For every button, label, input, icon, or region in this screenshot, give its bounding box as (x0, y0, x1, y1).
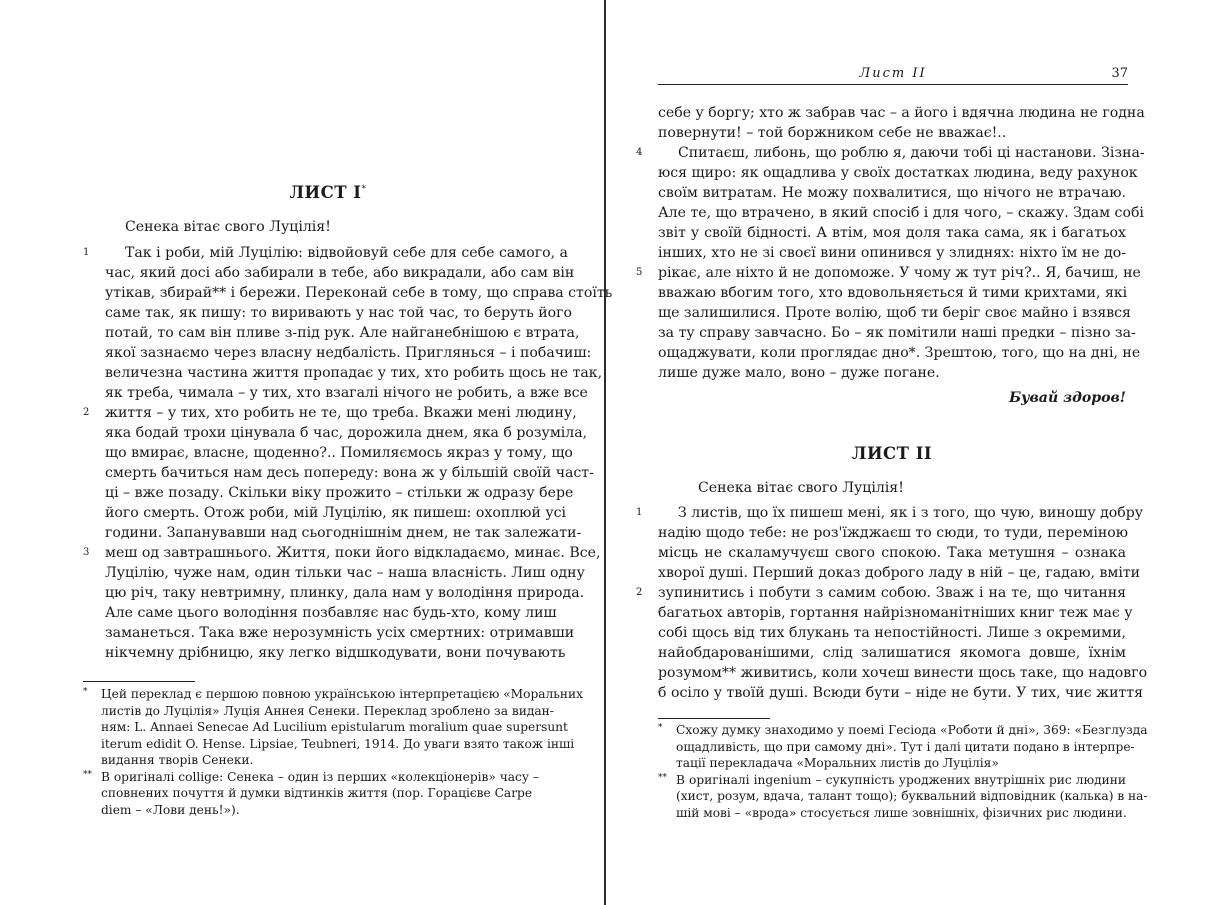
text-line (105, 643, 566, 663)
line-text: своїм витратам. Не можу похвалитися, що нічого не втрачаю. (658, 185, 1126, 201)
letter-heading (105, 183, 551, 202)
footnote-line (83, 769, 540, 786)
line-text: Спитаєш, либонь, що роблю я, даючи тобі ці настанови. Зізна- (678, 145, 1145, 161)
text-line (658, 103, 1145, 123)
line-text: З листів, що їх пишеш мені, як і з того, що чую, виношу добру (678, 505, 1144, 521)
footnote-line (101, 752, 527, 769)
line-text: утікав, збирай** і бережи. Переконай себе в тому, що справа стоїть (105, 285, 613, 301)
section-number: 2 (83, 407, 90, 418)
line-text: години. Запанувавши над сьогоднішнім днем, не так залежати- (105, 525, 582, 541)
section-number: 3 (83, 547, 90, 558)
text-line (658, 123, 1126, 143)
line-text: потай, то сам він пливе з-під рук. Але найганебнішою є втрата, (105, 325, 580, 341)
footnote-line (101, 719, 568, 736)
line-text: Луцілію, чуже нам, один тільки час – наша власність. Лиш одну (105, 565, 585, 581)
footnote-line (676, 805, 1126, 822)
text-line (105, 303, 572, 323)
line-text: життя – у тих, хто робить не те, що треба. Вкажи мені людину, (105, 405, 577, 421)
line-text: хворої душі. Перший доказ доброго ладу в ній – це, гадаю, вміти (658, 565, 1141, 581)
line-text: Але саме цього володіння позбавляє нас будь-хто, кому лиш (105, 605, 557, 621)
salutation: Сенека вітає свого Луцілія! (125, 219, 331, 235)
text-line (658, 543, 1126, 563)
text-line (636, 583, 1126, 603)
text-line (658, 363, 1126, 383)
section-number: 4 (636, 147, 643, 158)
text-line (105, 283, 613, 303)
section-number: 1 (83, 247, 90, 258)
line-text: якої зазнаємо через власну недбалість. Пригляньcя – і побачиш: (105, 345, 592, 361)
footnote-ref: * (361, 184, 367, 195)
footnote-text: тації перекладача «Моральних листів до Луцілія» (676, 756, 999, 770)
line-text: найобдарованішими, слід залишатися якомога довше, їхнім (658, 645, 1126, 661)
line-text: розумом** живитись, коли хочеш винести щось таке, що надовго (658, 665, 1148, 681)
line-text: смерть бачиться нам десь попереду: вона ж у більшій своїй част- (105, 465, 594, 481)
footnote-mark: * (658, 723, 663, 733)
line-text: інших, хто не зі своєї вини опинився у злиднях: ніхто їм не до- (658, 245, 1126, 261)
footnote-text: сповнених почуття й думки відтинків життя (пор. Горацієве Carpe (101, 786, 533, 800)
footnote-line (83, 686, 584, 703)
line-text: Так і роби, мій Луцілію: відвойовуй себе для себе самого, а (125, 245, 568, 261)
text-line (105, 263, 575, 283)
footnote-mark: ** (83, 769, 92, 780)
text-line (105, 343, 592, 363)
text-line (83, 543, 601, 563)
line-text: рікає, але ніхто й не допоможе. У чому ж тут річ?.. Я, бачиш, не (658, 265, 1141, 281)
footnote-text: iterum edidit O. Hense. Lipsiae, Teubneri, 1914. До уваги взято також інші (101, 736, 575, 751)
right-page (606, 0, 1210, 905)
text-line (658, 683, 1143, 703)
line-text: час, який досі або забирали в тебе, або викрадали, або сам він (105, 265, 575, 281)
footnote-line (101, 703, 554, 720)
footnote-text: листів до Луцілія» Луція Аннея Сенеки. Переклад зроблено за видан- (101, 703, 554, 718)
text-line (105, 443, 573, 463)
line-text: заманеться. Така вже нерозумність усіх смертних: отримавши (105, 625, 575, 641)
footnote-line (101, 736, 575, 753)
line-text: цю річ, таку невтримну, плинку, дала нам у володіння природа. (105, 585, 585, 601)
text-line (658, 283, 1126, 303)
text-line (636, 263, 1141, 283)
footnote-mark: * (83, 687, 88, 697)
section-number: 2 (636, 587, 643, 598)
text-line (658, 203, 1144, 223)
line-text: нікчемну дрібницю, яку легко відшкодувати, вони почувають (105, 645, 566, 661)
footnote-mark: ** (658, 772, 667, 783)
footnote-line (676, 788, 1148, 805)
footnote-line (676, 755, 1126, 772)
text-line (658, 223, 1126, 243)
line-text: надію щодо тебе: не роз'їжджаєш то сюди, то туди, переміною (658, 525, 1128, 541)
line-text: звіт у своїй бідності. А втім, моя доля така сама, як і багатьох (658, 225, 1126, 241)
footnote-line (658, 772, 1126, 789)
text-line (658, 323, 1136, 343)
text-line (83, 243, 568, 263)
text-line (105, 383, 588, 403)
text-line (105, 323, 580, 343)
line-text: Але те, що втрачено, в який спосіб і для чого, – скажу. Здам собі (658, 205, 1144, 221)
line-text: величезна частина життя пропадає у тих, хто робить щось не так, (105, 365, 603, 381)
text-line (105, 603, 557, 623)
text-line (658, 563, 1141, 583)
footnote-text: шій мові – «врода» стосується лише зовнішніх, фізичних рис людини. (676, 805, 1127, 820)
text-line (105, 483, 574, 503)
page-number: 37 (1111, 66, 1128, 81)
text-line (636, 503, 1144, 523)
line-text: меш од завтрашнього. Життя, поки його відкладаємо, минає. Все, (105, 545, 601, 561)
footnotes (658, 722, 1148, 821)
text-line (105, 563, 585, 583)
text-line (105, 623, 575, 643)
line-text: ще залишилися. Проте волію, щоб ти беріг своє майно і взявся (658, 305, 1131, 321)
footnote-rule (658, 718, 770, 719)
line-text: собі щось від тих блукань та непостійності. Лише з окремими, (658, 625, 1126, 641)
text-line (658, 183, 1126, 203)
running-header (658, 66, 1128, 85)
text-line (658, 303, 1131, 323)
line-text: саме так, як пишу: то виривають у нас той час, то беруть його (105, 305, 572, 321)
text-line (105, 463, 594, 483)
line-text: зупинитись і побути з самим собою. Зваж і на те, що читання (658, 585, 1126, 601)
letter-heading: ЛИСТ II (851, 444, 933, 463)
line-text: його смерть. Отож роби, мій Луцілію, як пишеш: охоплюй усі (105, 505, 567, 521)
text-line (658, 243, 1126, 263)
text-line (658, 163, 1138, 183)
running-title: Лист II (859, 66, 927, 81)
footnotes (83, 686, 584, 818)
text-line (105, 523, 582, 543)
line-text: за ту справу завчасно. Бо – як помітили наші предки – пізно за- (658, 325, 1136, 341)
line-text: яка бодай трохи цінувала б час, дорожила днем, яка б розуміла, (105, 425, 588, 441)
footnote-text: ням: L. Annaei Senecae Ad Lucilium epistularum moralium quae supersunt (101, 720, 568, 734)
footnote-line (101, 802, 527, 819)
letter-heading-text: ЛИСТ I (289, 183, 362, 202)
text-line (105, 583, 585, 603)
text-line (83, 403, 577, 423)
line-text: лише дуже мало, воно – дуже погане. (658, 365, 940, 381)
text-line (658, 623, 1126, 643)
line-text: ощаджувати, коли проглядає дно*. Зрештою, того, що на дні, не (658, 345, 1141, 361)
footnote-line (101, 785, 533, 802)
line-text: як треба, чимала – у тих, хто взагалі нічого не робить, а вже все (105, 385, 588, 401)
text-line (658, 523, 1126, 543)
body-text (636, 503, 1148, 703)
line-text: вважаю вбогим того, хто вдовольняється й тими крихтами, які (658, 285, 1128, 301)
line-text: місць не скаламучуєш свого спокою. Така метушня – ознака (658, 545, 1126, 561)
footnote-line (658, 722, 1148, 739)
footnote-text: ощадливість, що при самому дні». Тут і далі цитати подано в інтерпре- (676, 739, 1135, 754)
footnote-text: (хист, розум, вдача, талант тощо); буквальний відповідник (калька) в на- (676, 789, 1148, 803)
footnote-text: Схожу думку знаходимо у поемі Гесіода «Роботи й дні», 369: «Безглузда (676, 723, 1148, 737)
line-text: багатьох авторів, гортання найрізноманітніших книг теж має у (658, 605, 1133, 621)
body-text-continued (636, 103, 1145, 383)
text-line (658, 663, 1148, 683)
section-number: 1 (636, 507, 643, 518)
footnote-text: В оригіналі collige: Сенека – один із перших «колекціонерів» часу – (101, 769, 540, 784)
line-text: себе у боргу; хто ж забрав час – а його і вдячна людина не годна (658, 105, 1145, 121)
footnote-text: diem – «Лови день!»). (101, 802, 240, 817)
footnote-text: Цей переклад є першою повною українською інтерпретацією «Моральних (101, 687, 584, 701)
text-line (636, 143, 1145, 163)
footnote-rule (83, 681, 195, 682)
farewell: Бувай здоров! (1009, 390, 1126, 406)
line-text: юся щиро: як ощадлива у своїх достатках людина, веду рахунок (658, 165, 1138, 181)
line-text: б осіло у твоїй душі. Всюди бути – ніде не бути. У тих, чиє життя (658, 685, 1143, 701)
text-line (658, 603, 1133, 623)
line-text: що вмирає, власне, щоденно?.. Помиляємось якраз у тому, що (105, 445, 573, 461)
footnote-text: В оригіналі ingenium – сукупність уроджених внутрішніх рис людини (676, 772, 1126, 787)
text-line (105, 363, 603, 383)
text-line (105, 423, 588, 443)
footnote-line (676, 739, 1135, 756)
footnote-text: видання творів Сенеки. (101, 753, 254, 767)
text-line (658, 343, 1141, 363)
section-number: 5 (636, 267, 643, 278)
salutation: Сенека вітає свого Луцілія! (698, 480, 904, 496)
line-text: ці – вже позаду. Скільки віку прожито – стільки ж одразу бере (105, 485, 574, 501)
text-line (105, 503, 567, 523)
body-text (83, 243, 613, 663)
text-line (658, 643, 1126, 663)
line-text: повернути! – той боржником себе не вважає!.. (658, 125, 1007, 141)
